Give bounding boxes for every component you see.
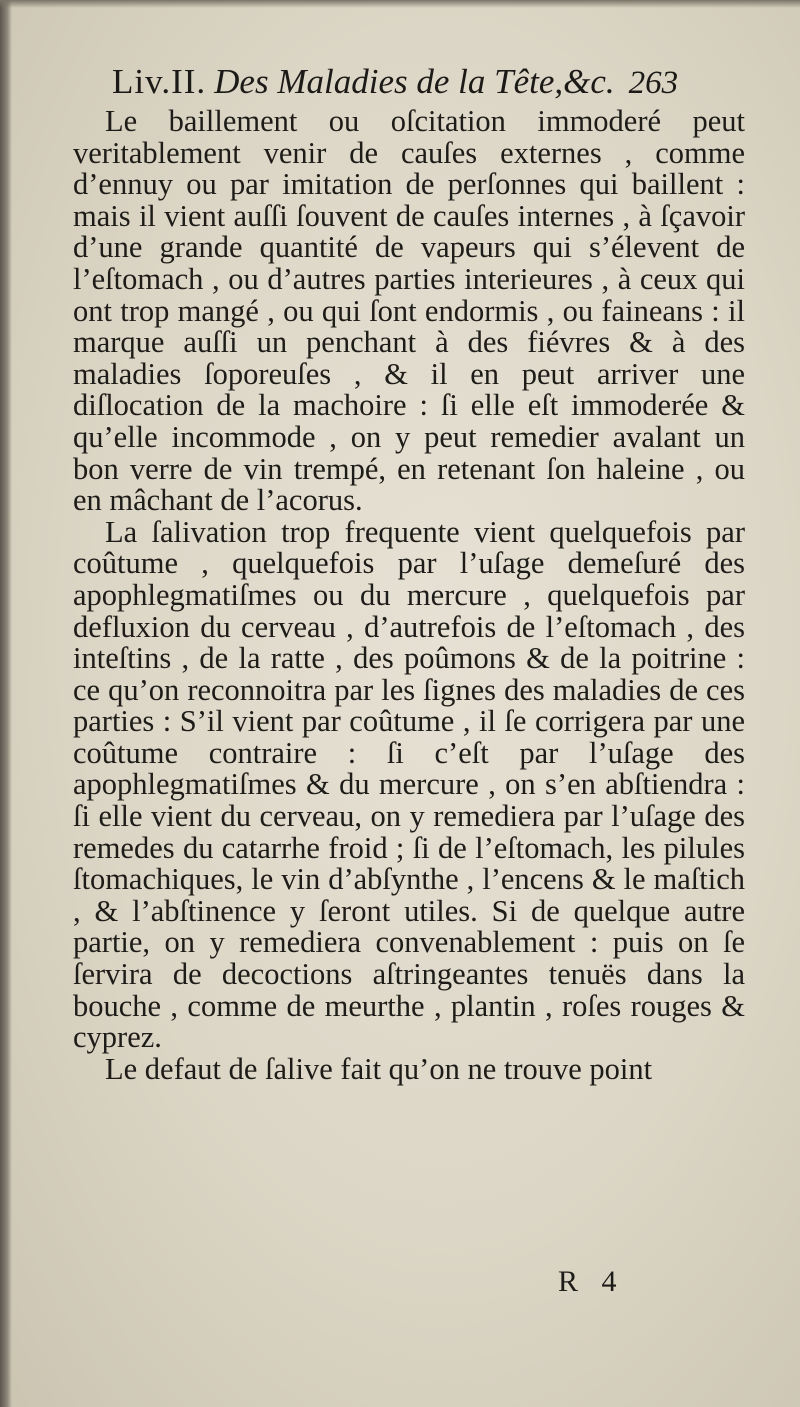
page-binding-edge [0,0,12,1407]
signature-mark: R 4 [558,1265,625,1298]
running-head [112,62,772,110]
body-text [73,106,745,1085]
page-number: 263 [628,65,679,101]
page-top-edge [0,0,800,8]
paragraph-defaut-salive: Le defaut de ſalive fait qu’on ne trouve point [105,1051,653,1086]
paragraph-salivation: La ſalivation trop frequente vient quelquefois par coûtume , quelquefois par l’uſage demeſuré des apophlegmatiſmes ou du mercure , quelquefois par defluxion du cerveau , d’autrefois de l’eſtomach , des inteſtins , de la ratte , des poûmons & de la poitrine : ce qu’on reconnoitra par les ſignes des maladies de ces parties : S’il vient par coûtume , il ſe corrigera par une coûtume contraire : ſi c’eſt par l’uſage des apophlegmatiſmes & du mercure , on s’en abſtiendra : ſi elle vient du cerveau, on y remediera par l’uſage des remedes du catarrhe froid ; ſi de l’eſtomach, les pilules ſtomachiques, le vin d’abſynthe , l’encens & le maſtich , & l’abſtinence y ſeront utiles. Si de quelque autre partie, on y remediera convenablement : puis on ſe ſervira de decoctions aſtringeantes tenuës dans la bouche , comme de meurthe , plantin , roſes rouges & cyprez. [73,514,745,1055]
running-head-title: Des Maladies de la Tête,&c. [214,62,615,101]
paragraph-baillement: Le baillement ou oſcitation immoderé peut veritablement venir de cauſes externes , comme d’ennuy ou par imitation de perſonnes qui baillent : mais il vient auſſi ſouvent de cauſes internes , à ſçavoir d’une grande quantité de vapeurs qui s’élevent de l’eſtomach , ou d’autres parties interieures , à ceux qui ont trop mangé , ou qui ſont endormis , ou faineans : il marque auſſi un penchant à des fiévres & à des maladies ſoporeuſes , & il en peut arriver une diſlocation de la machoire : ſi elle eſt immoderée & qu’elle incommode , on y peut remedier avalant un bon verre de vin trempé, en retenant ſon haleine , ou en mâchant de l’acorus. [73,104,745,518]
running-head-book: Liv.II. [112,62,207,101]
